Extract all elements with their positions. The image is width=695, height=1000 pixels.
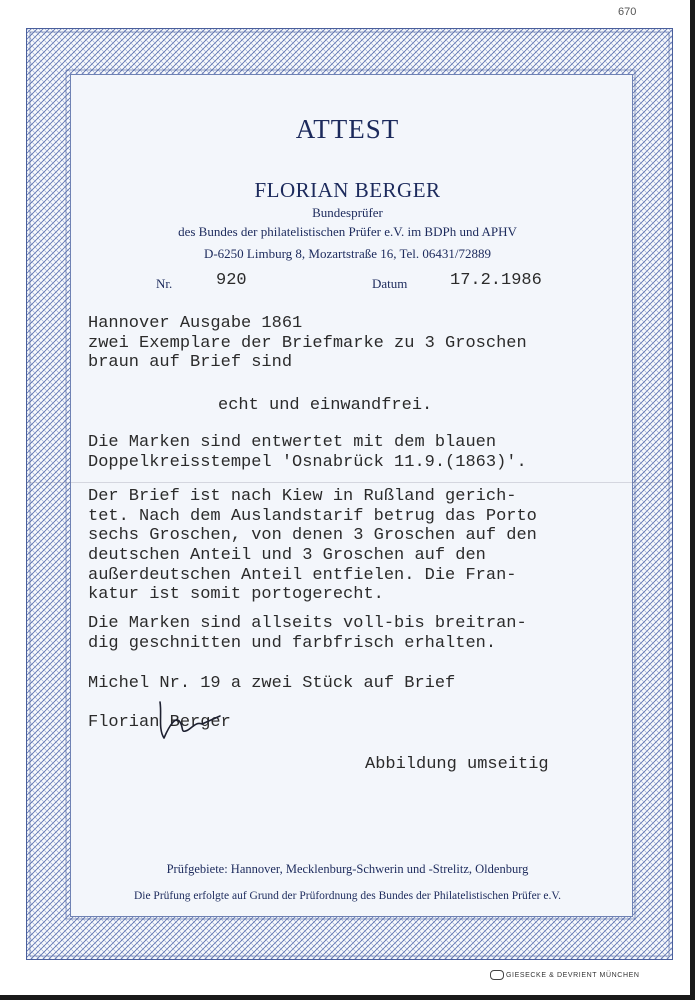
printer-logo-icon: [490, 970, 504, 980]
address-line: D-6250 Limburg 8, Mozartstraße 16, Tel. 06431/72889: [203, 246, 492, 261]
body-line: außerdeutschen Anteil entfielen. Die Fran-: [88, 566, 517, 585]
examiner-role: Bundesprüfer: [312, 205, 383, 220]
body-line: zwei Exemplare der Briefmarke zu 3 Groschen: [88, 334, 527, 353]
typed-signature-name: Florian Berger: [88, 713, 231, 732]
body-line: tet. Nach dem Auslandstarif betrug das Porto: [88, 507, 537, 526]
body-line: Hannover Ausgabe 1861: [88, 314, 303, 333]
date-label: Datum: [372, 276, 408, 291]
reverse-illustration-note: Abbildung umseitig: [365, 755, 549, 774]
body-line: Doppelkreisstempel 'Osnabrück 11.9.(1863)'.: [88, 453, 527, 472]
body-line: braun auf Brief sind: [88, 353, 293, 372]
fold-crease: [26, 482, 673, 483]
body-line: dig geschnitten und farbfrisch erhalten.: [88, 634, 497, 653]
number-value: 920: [216, 271, 247, 290]
number-label: Nr.: [156, 276, 173, 291]
body-line: deutschen Anteil und 3 Groschen auf den: [88, 546, 486, 565]
printer-imprint: GIESECKE & DEVRIENT MÜNCHEN: [506, 972, 640, 979]
examination-areas: Prüfgebiete: Hannover, Mecklenburg-Schwerin und -Strelitz, Oldenburg: [166, 862, 529, 876]
verdict-line: echt und einwandfrei.: [218, 396, 433, 415]
date-value: 17.2.1986: [450, 271, 542, 290]
examiner-name: FLORIAN BERGER: [254, 178, 441, 202]
examination-rules-note: Die Prüfung erfolgte auf Grund der Prüfordnung des Bundes der Philatelistischen Prüfer e.V.: [133, 890, 562, 902]
certificate-title: ATTEST: [295, 114, 400, 144]
body-line: sechs Groschen, von denen 3 Groschen auf den: [88, 526, 537, 545]
association-line: des Bundes der philatelistischen Prüfer e.V. im BDPh und APHV: [178, 224, 517, 239]
body-line: katur ist somit portogerecht.: [88, 585, 384, 604]
handwritten-signature: [150, 694, 230, 744]
scan-edge-right: [690, 0, 695, 1000]
body-line: Die Marken sind entwertet mit dem blauen: [88, 433, 497, 452]
body-line: Die Marken sind allseits voll-bis breitran-: [88, 614, 527, 633]
body-line: Michel Nr. 19 a zwei Stück auf Brief: [88, 674, 456, 693]
corner-annotation: 670: [618, 6, 637, 18]
scan-edge-bottom: [0, 995, 695, 1000]
body-line: Der Brief ist nach Kiew in Rußland gerich-: [88, 487, 517, 506]
